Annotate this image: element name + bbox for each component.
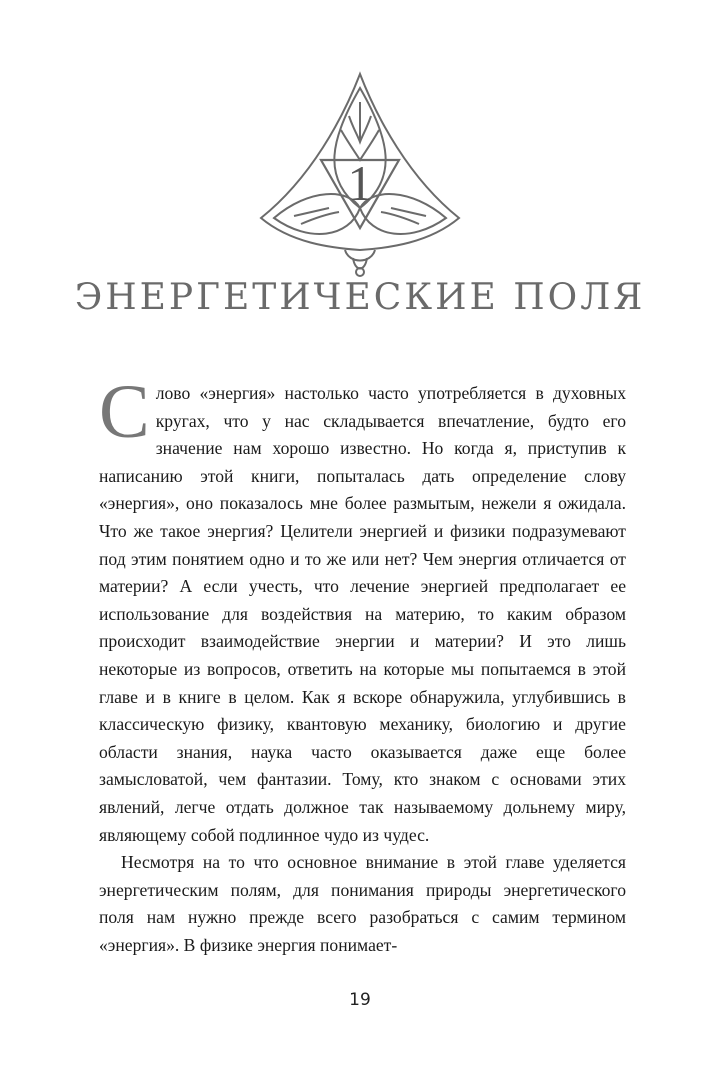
drop-cap: С: [99, 370, 150, 454]
paragraph-2: Несмотря на то что основное внимание в этой главе уделяется энергетическим полям, для понимания природы энергетического поля нам нужно прежде всего разобраться с самим термином «энергия». В физике энергия понимает-: [99, 852, 626, 955]
chapter-body: [99, 370, 626, 959]
chapter-title: ЭНЕРГЕТИЧЕСКИЕ ПОЛЯ: [74, 277, 646, 318]
paragraph-1: [99, 370, 626, 849]
chapter-number: 1: [347, 155, 373, 211]
paragraph-1-text: лово «энергия» настолько часто употребляется в духовных кругах, что у нас складывается впечатление, будто его значение нам хорошо известно. Но когда я, приступив к написанию этой книги, попыталась дать определение слову «энергия», оно показалось мне более размытым, нежели я ожидала. Что же такое энергия? Целители энергией и физики подразумевают под этим понятием одно и то же или нет? Чем энергия отличается от материи? А если учесть, что лечение энергией предполагает ее использование для воздействия на материю, то каким образом происходит взаимодействие энергии и материи? И это лишь некоторые из вопросов, ответить на которые мы попытаемся в этой главе и в книге в целом. Как я вскоре обнаружила, углубившись в классическую физику, квантовую механику, биологию и другие области знания, наука часто оказывается даже еще более замысловатой, чем фантазии. Тому, кто знаком с основами этих явлений, легче отдать должное так называемому дольнему миру, являющему собой подлинное чудо из чудес.: [99, 383, 626, 845]
page-number: 19: [349, 990, 371, 1010]
